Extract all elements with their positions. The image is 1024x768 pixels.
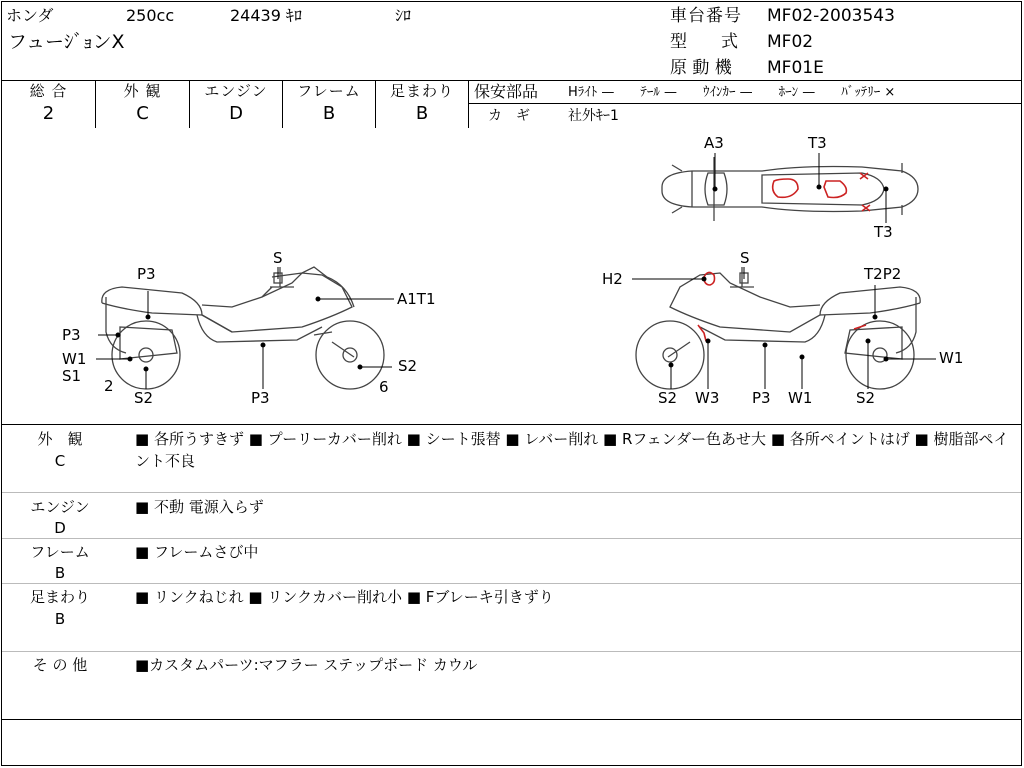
label-left-A1T1: A1T1: [397, 290, 436, 308]
displacement: 250cc: [126, 6, 175, 25]
grade-overall: 総 合 2: [2, 80, 96, 128]
type-label: 型 式: [670, 32, 738, 52]
label-left-2: 2: [104, 377, 114, 395]
label-right-H2: H2: [602, 270, 623, 288]
grade-exterior: 外 観 C: [96, 80, 190, 128]
frame-remarks: ■ フレームさび中: [135, 543, 259, 561]
key-value: 社外ｷｰ1: [568, 108, 619, 124]
grade-frame: フレーム B: [283, 80, 376, 128]
grade-engine: エンジン D: [190, 80, 283, 128]
engine-value: MF01E: [767, 58, 824, 78]
label-right-S2: S2: [658, 389, 678, 407]
type-value: MF02: [767, 32, 814, 52]
safety-items: Hﾗｲﾄ — ﾃｰﾙ — ｳｲﾝｶｰ — ﾎｰﾝ — ﾊﾞｯﾃﾘｰ ×: [568, 85, 896, 100]
label-top-T3-lower: T3: [874, 223, 893, 241]
chassis-label: 車台番号: [670, 6, 742, 26]
grade-suspension: 足まわり B: [376, 80, 469, 128]
key-label: カ ギ: [488, 108, 530, 124]
maker: ホンダ: [6, 6, 54, 25]
section-frame: フレーム B ■ フレームさび中: [2, 539, 1021, 584]
exterior-remarks: ■ 各所うすきず ■ プーリーカバー削れ ■ シート張替 ■ レバー削れ ■ Rフェンダー色あせ大 ■ 各所ペイントはげ ■ 樹脂部ペイント不良: [135, 430, 1009, 470]
label-left-S2: S2: [134, 389, 154, 407]
label-left-S2-rear: S2: [398, 357, 418, 375]
scooter-diagram-svg: [2, 127, 1021, 424]
chassis-value: MF02-2003543: [767, 6, 895, 26]
label-left-6: 6: [379, 378, 389, 396]
label-right-S2-rear: S2: [856, 389, 876, 407]
section-exterior: 外 観 C ■ 各所うすきず ■ プーリーカバー削れ ■ シート張替 ■ レバー削れ ■ Rフェンダー色あせ大 ■ 各所ペイントはげ ■ 樹脂部ペイント不良: [2, 425, 1021, 493]
engine-label: 原 動 機: [670, 58, 732, 78]
label-left-S: S: [273, 249, 283, 267]
label-left-P3-bottom: P3: [251, 389, 270, 407]
label-left-P3-top: P3: [137, 265, 156, 283]
damage-diagram: [2, 127, 1021, 425]
label-right-T2P2: T2P2: [864, 265, 902, 283]
model-name: フューｼﾞｮンX: [8, 31, 125, 53]
safety-title: 保安部品: [474, 82, 539, 101]
suspension-remarks: ■ リンクねじれ ■ リンクカバー削れ小 ■ Fブレーキ引きずり: [135, 588, 554, 606]
engine-remarks: ■ 不動 電源入らず: [135, 498, 264, 516]
label-left-S1: S1: [62, 367, 82, 385]
label-right-P3: P3: [752, 389, 771, 407]
damage-marks-red: [698, 173, 870, 341]
section-suspension: 足まわり B ■ リンクねじれ ■ リンクカバー削れ小 ■ Fブレーキ引きずり: [2, 584, 1021, 652]
label-left-P3-front: P3: [62, 326, 81, 344]
label-right-W1: W1: [939, 349, 964, 367]
label-right-W1-bottom: W1: [788, 389, 813, 407]
scooter-right-view: [636, 267, 920, 389]
label-right-W3: W3: [695, 389, 720, 407]
section-engine: エンジン D ■ 不動 電源入らず: [2, 493, 1021, 539]
leader-lines: [96, 153, 936, 389]
inspection-sheet: [1, 1, 1022, 766]
scooter-left-view: [102, 267, 384, 389]
section-other: そ の 他 ■カスタムパーツ:マフラー ステップボード カウル: [2, 652, 1021, 720]
label-left-W1: W1: [62, 350, 87, 368]
label-right-S: S: [740, 249, 750, 267]
label-top-A3: A3: [704, 134, 724, 152]
label-top-T3: T3: [808, 134, 827, 152]
mileage: 24439 ｷﾛ: [230, 6, 302, 25]
body-color: ｼﾛ: [395, 6, 412, 25]
safety-divider: [469, 103, 1021, 104]
scooter-top-view: [662, 157, 918, 221]
other-remarks: ■カスタムパーツ:マフラー ステップボード カウル: [135, 656, 478, 674]
header: [2, 2, 1021, 81]
